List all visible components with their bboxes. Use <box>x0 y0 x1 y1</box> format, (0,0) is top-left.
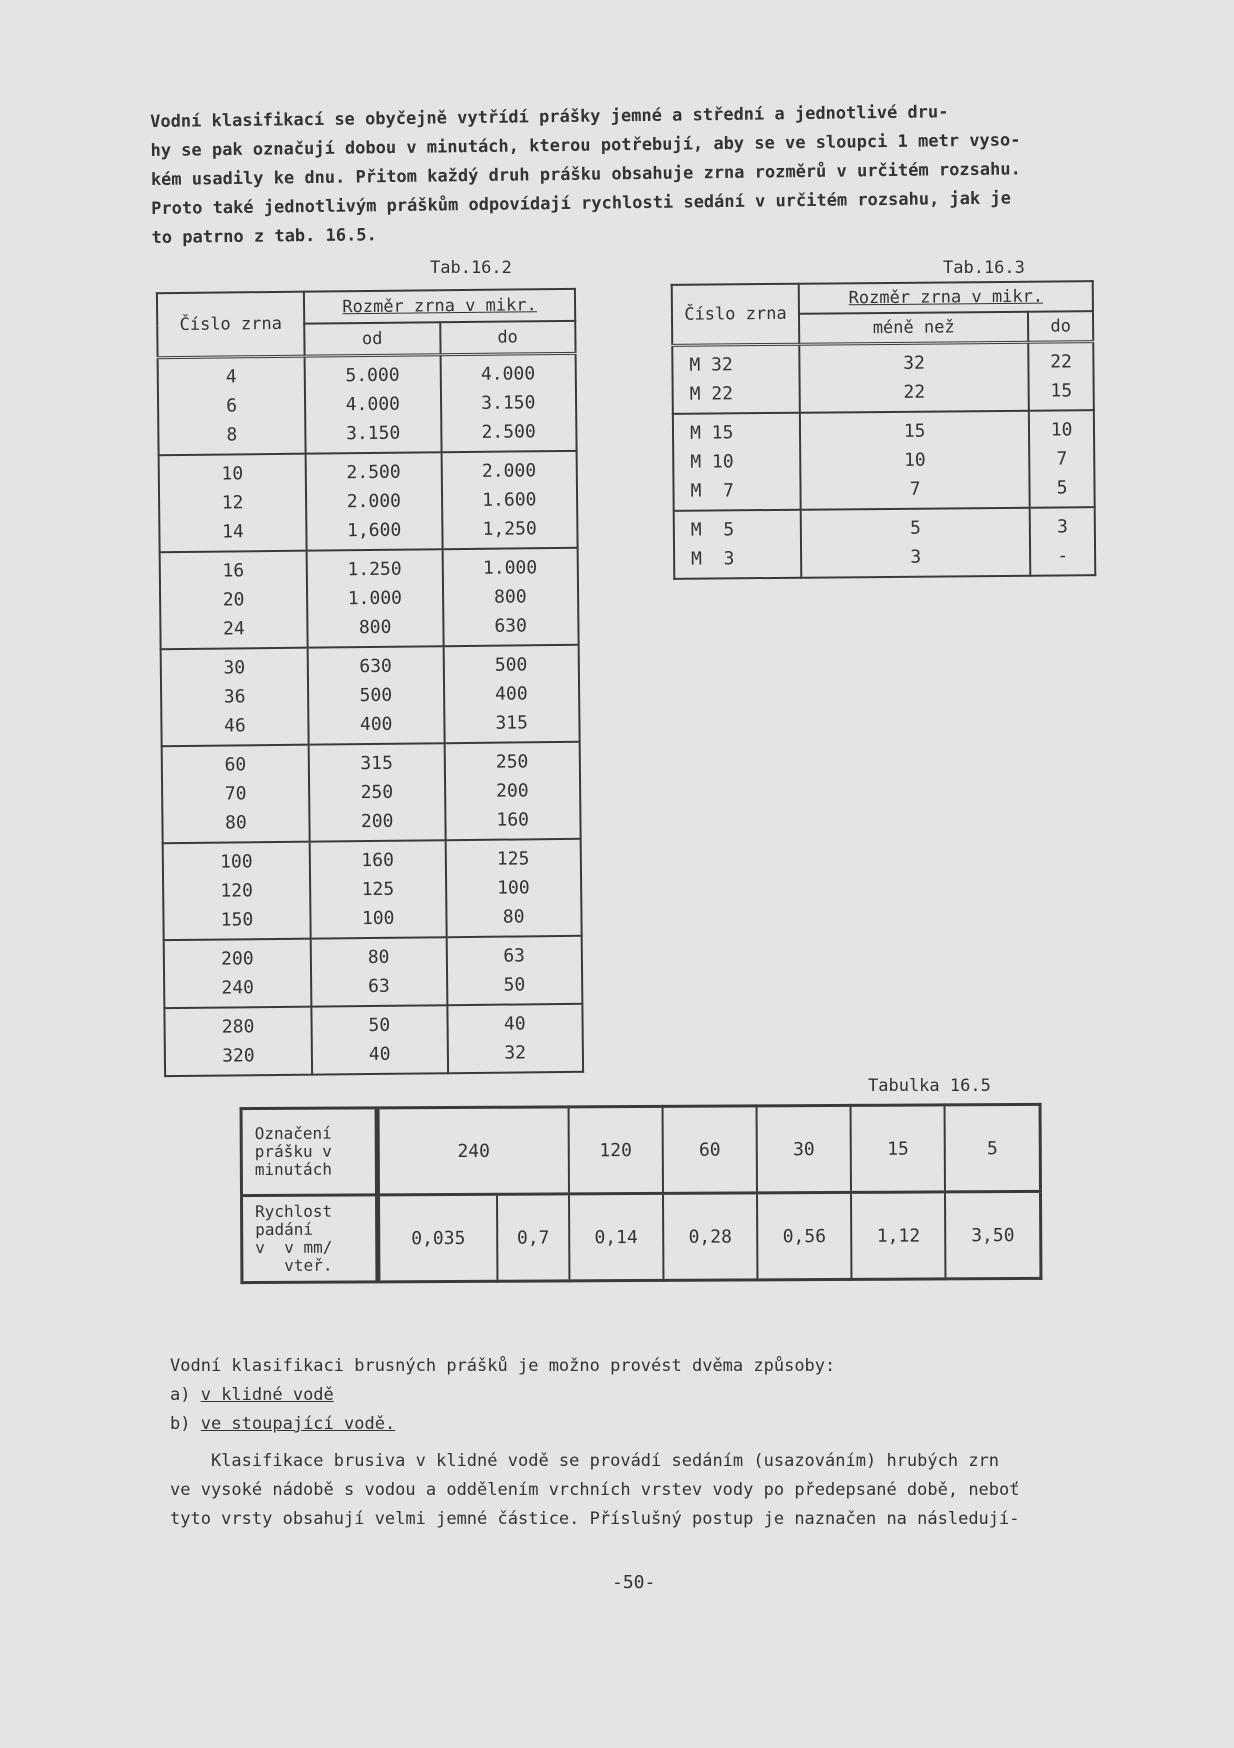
table-cell <box>801 508 1031 578</box>
table-cell <box>307 549 444 647</box>
col-header-from: od <box>304 322 440 356</box>
tab-16-5-caption: Tabulka 16.5 <box>868 1076 991 1096</box>
cell-value: 3.150 <box>481 392 536 414</box>
table-cell <box>308 646 445 744</box>
table-cell <box>442 548 579 646</box>
cell-value: 50 <box>368 1014 391 1037</box>
table-row-group <box>158 353 577 455</box>
table-row-group <box>159 451 578 552</box>
table-row <box>241 1104 1040 1195</box>
cell-value: 32 <box>504 1042 527 1064</box>
cell-value: 800 <box>358 616 392 639</box>
cell-value: 1,250 <box>482 518 537 540</box>
table-cell <box>443 645 580 743</box>
cell-value: 7 <box>1056 448 1068 470</box>
cell-value: 250 <box>495 751 529 773</box>
cell-value: 800 <box>493 586 527 608</box>
table-cell <box>799 342 1029 412</box>
cell-value: 12 <box>221 492 244 514</box>
cell-value: 1,600 <box>346 519 402 542</box>
tab-16-2-caption: Tab.16.2 <box>430 258 512 278</box>
table-row-group <box>161 645 580 746</box>
table-cell: 30 <box>757 1105 852 1192</box>
cell-value: 20 <box>222 589 245 611</box>
cell-value: 240 <box>221 977 255 999</box>
cell-value: 500 <box>359 684 393 707</box>
cell-value: 200 <box>221 948 254 970</box>
body-text <box>170 1352 1120 1534</box>
col-header-grain: Číslo zrna <box>157 292 305 358</box>
cell-value: 5 <box>1056 477 1068 499</box>
table-cell <box>310 840 447 938</box>
cell-value: 630 <box>359 655 392 678</box>
cell-value: M 15 <box>689 422 734 444</box>
cell-value: 400 <box>359 713 393 736</box>
cell-value: 100 <box>497 877 530 899</box>
cell-value: 32 <box>903 352 925 374</box>
intro-line: to patrno z tab. 16.5. <box>151 225 377 248</box>
table-cell <box>441 451 578 549</box>
cell-value: 5 <box>909 517 921 539</box>
cell-value: M 32 <box>689 354 733 376</box>
cell-value: 15 <box>1050 380 1073 402</box>
table-cell: 0,14 <box>569 1193 664 1280</box>
cell-value: 3 <box>1056 516 1068 538</box>
row-header-velocity: Rychlost padání v v mm/ vteř. <box>242 1195 378 1283</box>
col-header-to: do <box>440 321 576 355</box>
cell-value: 630 <box>494 615 528 637</box>
table-cell <box>158 356 306 455</box>
table-cell: 5 <box>945 1104 1041 1191</box>
col-header-less: méně než <box>799 312 1029 344</box>
table-cell <box>162 745 310 844</box>
tab-16-3-caption: Tab.16.3 <box>943 258 1025 278</box>
table-cell <box>305 355 442 454</box>
cell-value: 150 <box>220 909 254 931</box>
cell-value: 2.500 <box>346 461 401 484</box>
cell-value: 70 <box>224 783 247 805</box>
table-16-2 <box>156 288 584 1077</box>
table-row-group <box>164 936 583 1008</box>
col-header-size: Rozměr zrna v mikr. <box>304 289 575 324</box>
cell-value: 24 <box>222 618 245 640</box>
cell-value: 4.000 <box>345 393 401 416</box>
body-line: tyto vrsty obsahují velmi jemné částice. Příslušný postup je naznačen na následují- <box>170 1509 1020 1529</box>
table-cell: 0,28 <box>663 1193 758 1280</box>
cell-value: 4 <box>225 366 237 388</box>
table-cell <box>164 1007 312 1077</box>
table-cell <box>673 413 801 511</box>
table-cell: 240 <box>377 1107 569 1195</box>
table-cell <box>1028 342 1093 411</box>
table-row-group <box>672 342 1094 414</box>
cell-value: 63 <box>367 975 390 998</box>
cell-value: 5.000 <box>345 364 400 387</box>
cell-value: 30 <box>223 657 246 679</box>
cell-value: 500 <box>494 654 528 676</box>
cell-value: 40 <box>503 1013 526 1035</box>
table-cell <box>1029 410 1095 508</box>
cell-value: M 5 <box>690 519 735 541</box>
table-row-group <box>163 839 582 940</box>
cell-value: 80 <box>367 946 390 969</box>
table-cell <box>306 452 443 550</box>
table-cell <box>1030 507 1095 576</box>
cell-value: 60 <box>224 754 247 776</box>
cell-value: 40 <box>368 1043 391 1066</box>
cell-value: - <box>1057 545 1069 567</box>
table-cell: 15 <box>851 1105 946 1192</box>
cell-value: M 22 <box>689 383 734 405</box>
cell-value: M 10 <box>690 451 734 473</box>
table-cell <box>674 510 802 579</box>
table-cell: 1,12 <box>851 1192 946 1279</box>
table-cell <box>311 937 447 1006</box>
table-cell <box>160 551 308 650</box>
table-cell <box>445 839 582 937</box>
cell-value: 6 <box>226 395 238 417</box>
cell-value: 2.500 <box>481 421 536 443</box>
cell-value: M 7 <box>690 480 734 502</box>
cell-value: 10 <box>221 463 244 485</box>
cell-value: 320 <box>222 1045 255 1067</box>
table-cell: 0,56 <box>757 1192 852 1279</box>
list-item-a: a) v klidné vodě <box>170 1385 334 1405</box>
table-cell <box>159 454 307 553</box>
cell-value: 400 <box>495 683 528 705</box>
table-row-group <box>673 410 1095 511</box>
body-line: ve vysoké nádobě s vodou a oddělením vrchních vrstev vody po předepsané době, neboť <box>170 1480 1020 1500</box>
table-16-2-body <box>158 353 584 1076</box>
col-header-to: do <box>1028 311 1093 342</box>
cell-value: 50 <box>503 974 526 996</box>
intro-line: Vodní klasifikací se obyčejně vytřídí prášky jemné a střední a jednotlivé dru- <box>150 102 949 132</box>
cell-value: 63 <box>503 945 526 967</box>
table-cell: 3,50 <box>945 1191 1041 1278</box>
col-header-grain: Číslo zrna <box>672 284 800 346</box>
cell-value: 80 <box>502 906 525 928</box>
cell-value: 280 <box>221 1016 255 1038</box>
cell-value: 2.000 <box>481 460 537 482</box>
cell-value: 120 <box>220 880 254 902</box>
table-cell <box>163 842 311 941</box>
body-line: Klasifikace brusiva v klidné vodě se provádí sedáním (usazováním) hrubých zrn <box>170 1451 1000 1471</box>
cell-value: 36 <box>223 686 246 708</box>
cell-value: 7 <box>909 478 921 500</box>
table-cell: 120 <box>568 1106 663 1193</box>
cell-value: 160 <box>496 809 530 831</box>
cell-value: 80 <box>225 812 247 834</box>
cell-value: 1.000 <box>482 557 538 579</box>
cell-value: 1.600 <box>482 489 537 511</box>
table-cell <box>447 1004 583 1073</box>
body-line: Vodní klasifikaci brusných prášků je možno provést dvěma způsoby: <box>170 1356 836 1376</box>
cell-value: 10 <box>903 449 926 471</box>
col-header-size: Rozměr zrna v mikr. <box>799 281 1093 314</box>
table-cell <box>161 648 309 747</box>
table-row-group <box>162 742 581 843</box>
cell-value: 315 <box>360 752 393 775</box>
intro-line: kém usadily ke dnu. Přitom každý druh prášku obsahuje zrna rozměrů v určitém rozsahu. <box>150 159 1021 190</box>
cell-value: 3.150 <box>345 422 401 445</box>
table-cell <box>672 344 800 414</box>
cell-value: 125 <box>496 848 530 870</box>
table-cell <box>800 411 1030 510</box>
cell-value: 14 <box>221 521 244 543</box>
table-cell: 0,7 <box>497 1194 569 1281</box>
table-cell <box>311 1005 447 1074</box>
table-cell <box>440 353 577 452</box>
table-row <box>242 1191 1041 1282</box>
table-cell <box>164 939 312 1009</box>
cell-value: 100 <box>361 907 395 930</box>
cell-value: 22 <box>903 381 926 403</box>
table-row-group <box>674 507 1096 579</box>
cell-value: 315 <box>495 712 529 734</box>
intro-line: hy se pak označují dobou v minutách, kterou potřebují, aby se ve sloupci 1 metr vyso- <box>150 130 1021 161</box>
page-number: -50- <box>612 1572 656 1593</box>
table-cell <box>309 743 446 841</box>
cell-value: 46 <box>223 715 246 737</box>
row-header-designation: Označení prášku v minutách <box>241 1108 377 1196</box>
table-16-3-body <box>672 342 1095 579</box>
cell-value: 10 <box>1050 419 1073 441</box>
cell-value: 2.000 <box>346 490 402 513</box>
cell-value: 200 <box>360 810 394 833</box>
table-cell: 0,035 <box>378 1194 498 1282</box>
table-16-5 <box>240 1103 1043 1284</box>
cell-value: M 3 <box>691 548 735 570</box>
table-row-group <box>164 1004 583 1076</box>
cell-value: 16 <box>222 560 245 582</box>
table-row-group <box>160 548 579 649</box>
table-cell <box>446 936 582 1005</box>
cell-value: 100 <box>219 851 253 873</box>
table-16-3 <box>671 280 1097 580</box>
table-cell: 60 <box>662 1106 757 1193</box>
cell-value: 1.000 <box>347 587 403 610</box>
list-item-b: b) ve stoupající vodě. <box>170 1414 396 1434</box>
cell-value: 3 <box>910 546 922 568</box>
cell-value: 200 <box>496 780 529 802</box>
intro-line: Proto také jednotlivým práškům odpovídají rychlosti sedání v určitém rozsahu, jak je <box>151 188 1012 219</box>
cell-value: 15 <box>903 420 926 442</box>
cell-value: 1.250 <box>347 558 402 581</box>
cell-value: 160 <box>361 849 394 872</box>
cell-value: 125 <box>361 878 395 901</box>
cell-value: 250 <box>360 781 394 804</box>
intro-paragraph <box>150 97 1092 253</box>
cell-value: 22 <box>1050 351 1072 373</box>
cell-value: 4.000 <box>480 363 536 385</box>
table-cell <box>444 742 581 840</box>
cell-value: 8 <box>226 424 238 446</box>
